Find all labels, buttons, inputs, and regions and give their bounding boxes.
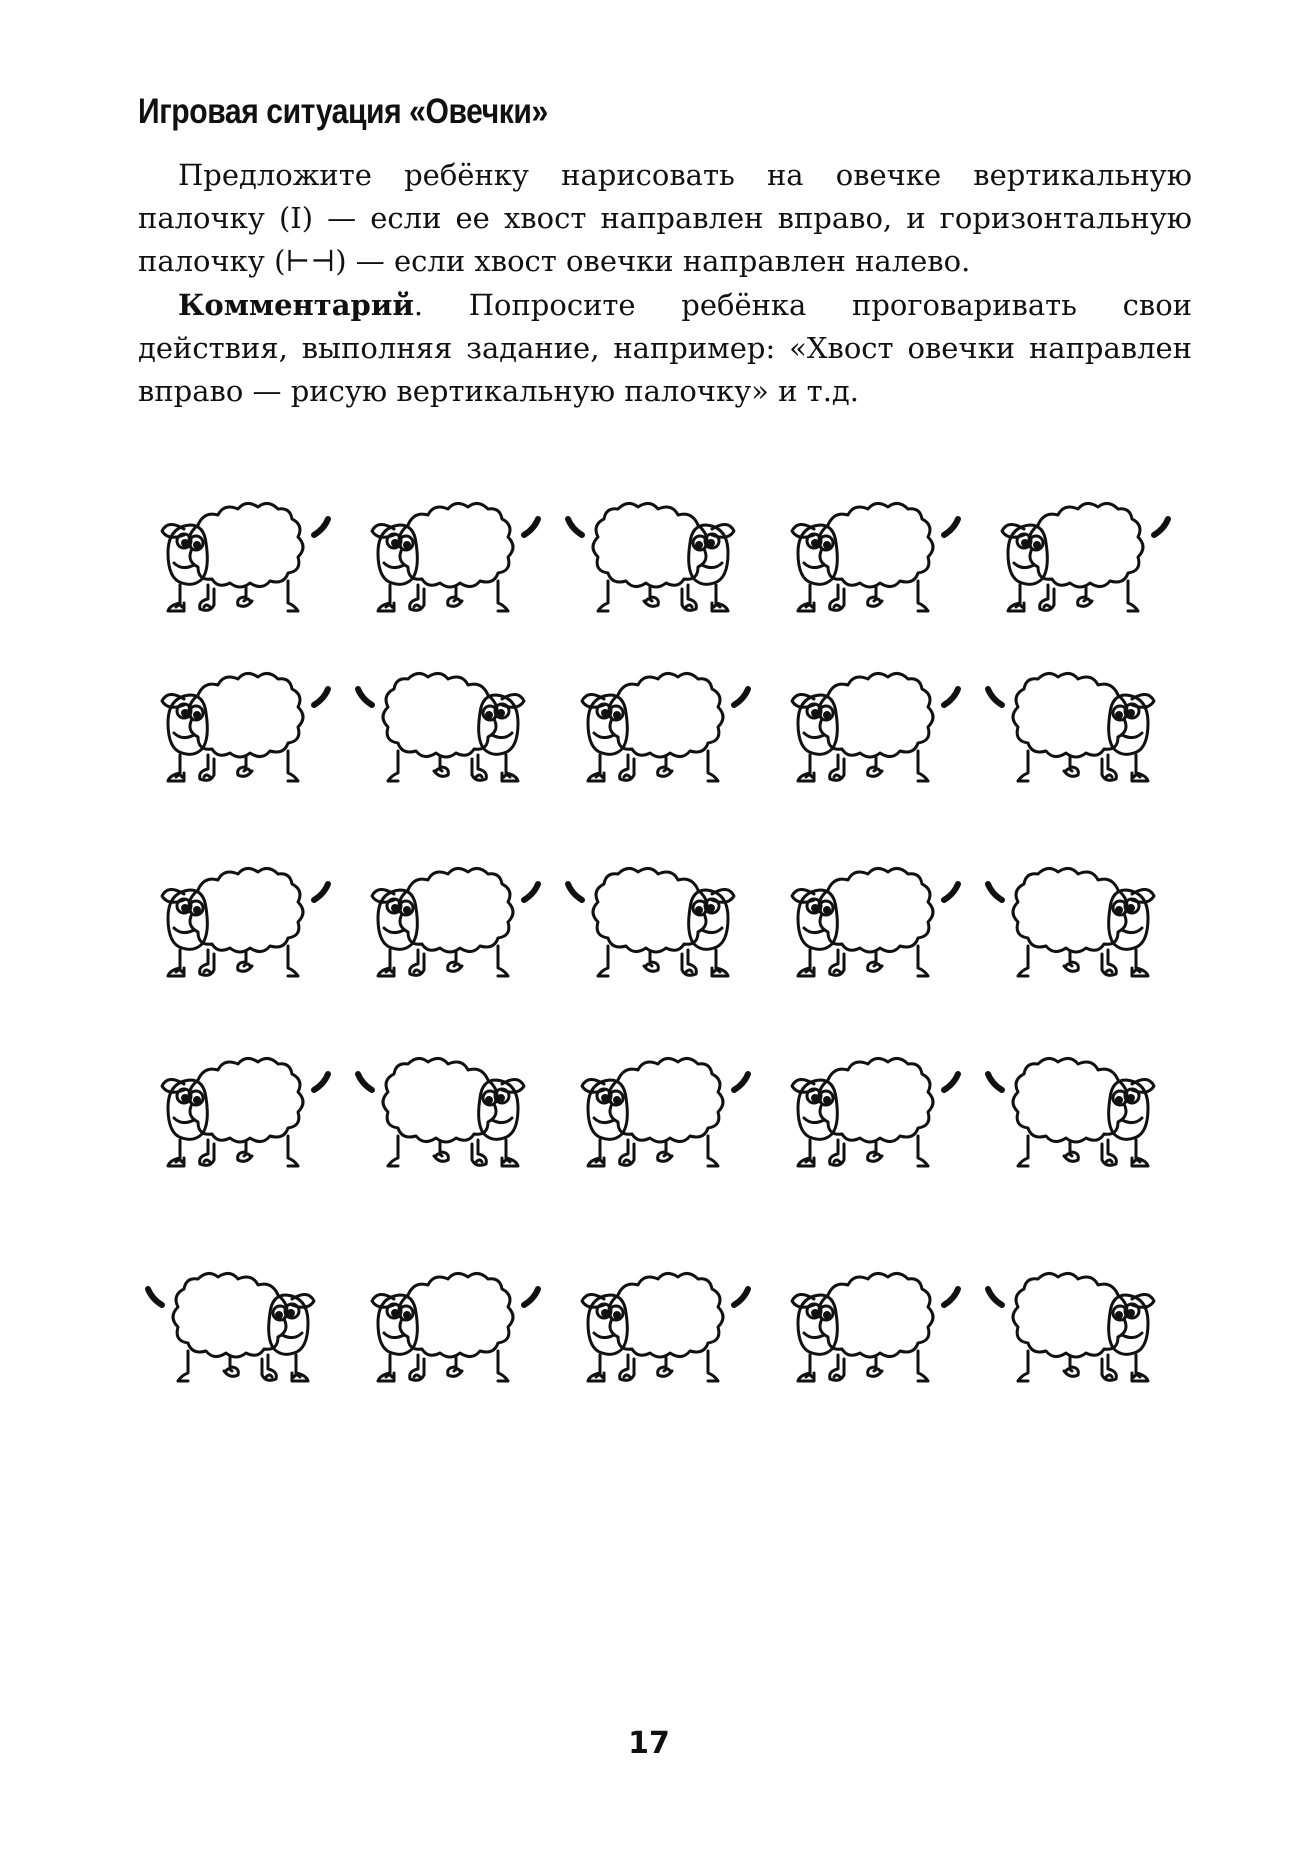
sheep-illustration-tail-right — [348, 1255, 548, 1405]
comment-text: . Попросите ребёнка проговаривать свои действия, выполняя задание, например: «Хвост овечки направлен вправо — рисую вертикальную палочку» и т.д. — [138, 288, 1192, 408]
sheep-illustration-tail-right — [348, 850, 548, 1000]
page-number: 17 — [628, 1726, 670, 1761]
sheep-illustration-tail-right — [348, 485, 548, 635]
sheep-illustration-tail-right — [768, 655, 968, 805]
sheep-illustration-tail-left — [348, 655, 548, 805]
sheep-illustration-tail-right — [768, 485, 968, 635]
page-heading: Игровая ситуация «Овечки» — [138, 92, 548, 131]
sheep-illustration-tail-right — [138, 850, 338, 1000]
sheep-grid — [138, 485, 1178, 1585]
sheep-illustration-tail-left — [558, 485, 758, 635]
sheep-illustration-tail-right — [558, 1040, 758, 1190]
sheep-illustration-tail-left — [978, 850, 1178, 1000]
sheep-illustration-tail-right — [558, 655, 758, 805]
sheep-illustration-tail-left — [978, 1040, 1178, 1190]
comment-label: Комментарий — [178, 288, 414, 322]
sheep-row — [138, 850, 1178, 1000]
sheep-illustration-tail-left — [978, 655, 1178, 805]
sheep-row — [138, 1255, 1178, 1405]
sheep-illustration-tail-left — [138, 1255, 338, 1405]
sheep-illustration-tail-right — [138, 655, 338, 805]
sheep-illustration-tail-right — [768, 850, 968, 1000]
instruction-paragraph: Предложите ребёнку нарисовать на овечке вертикальную палочку (I) — если ее хвост направлен вправо, и горизонтальную палочку (⊢⊣) — если хвост овечки направлен налево. — [138, 158, 1192, 278]
sheep-illustration-tail-left — [978, 1255, 1178, 1405]
sheep-row — [138, 1040, 1178, 1190]
sheep-row — [138, 485, 1178, 635]
sheep-illustration-tail-right — [768, 1255, 968, 1405]
sheep-row — [138, 655, 1178, 805]
sheep-illustration-tail-right — [978, 485, 1178, 635]
sheep-illustration-tail-right — [768, 1040, 968, 1190]
sheep-illustration-tail-right — [558, 1255, 758, 1405]
sheep-illustration-tail-right — [138, 485, 338, 635]
sheep-illustration-tail-left — [558, 850, 758, 1000]
comment-paragraph — [138, 284, 1192, 413]
sheep-illustration-tail-left — [348, 1040, 548, 1190]
sheep-illustration-tail-right — [138, 1040, 338, 1190]
